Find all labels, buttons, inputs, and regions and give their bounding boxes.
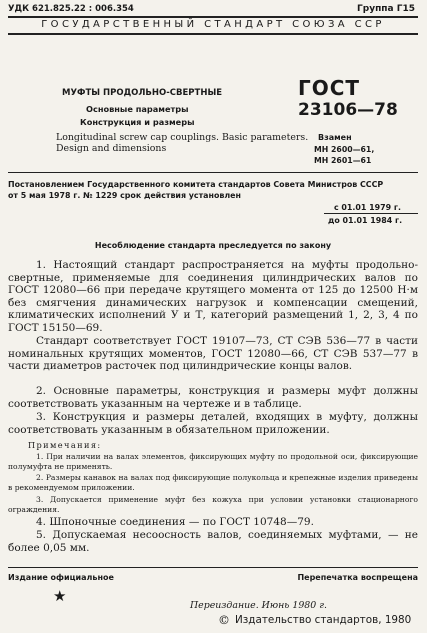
doc-title-ru: МУФТЫ ПРОДОЛЬНО-СВЕРТНЫЕ (62, 88, 223, 98)
date-rule (324, 213, 418, 214)
edition-label: Издание официальное (8, 573, 114, 582)
paragraph-6: 5. Допускаемая несоосность валов, соединяемых муфтами, — не более 0,05 мм. (8, 529, 418, 554)
gost-number: 23106—78 (298, 100, 398, 120)
note-3: 3. Допускается применение муфт без кожуха при условии установки стационарного ограждения. (8, 495, 418, 514)
footer-rule (8, 567, 418, 568)
reissue-note: Переиздание. Июнь 1980 г. (190, 600, 327, 611)
copyright-symbol: © (218, 613, 230, 627)
reprint-label: Перепечатка воспрещена (297, 573, 418, 582)
warning-text: Несоблюдение стандарта преследуется по закону (94, 241, 332, 250)
doc-title-en-2: Design and dimensions (56, 143, 167, 154)
header-rule (8, 16, 418, 18)
notes-title: Примечания: (28, 440, 102, 450)
header-rule-bottom (8, 33, 418, 35)
decree-line-2: от 5 мая 1978 г. № 1229 срок действия установлен (8, 191, 241, 200)
doc-subtitle-2: Конструкция и размеры (80, 117, 195, 127)
replace-1: МН 2600—61, (314, 145, 375, 154)
paragraph-1: 1. Настоящий стандарт распространяется на муфты продольно-свертные, применяемые для соединения цилиндрических валов по ГОСТ 12080—66 при передаче крутящего момента от 125 до 12500 Н·м без смягчения динамических нагрузок и компенсации смещений, климатических исполнений У и Т, категорий размещений 1, 2, 3, 4 по ГОСТ 15150—69. (8, 259, 418, 334)
note-2: 2. Размеры канавок на валах под фиксирующие полукольца и крепежные изделия приведены в рекомендуемом приложении. (8, 473, 418, 492)
group-code: Группа Г15 (357, 4, 415, 14)
gost-label: ГОСТ (298, 76, 361, 100)
decree-rule (8, 172, 418, 173)
decree-line-1: Постановлением Государственного комитета стандартов Совета Министров СССР (8, 180, 384, 189)
standard-title: ГОСУДАРСТВЕННЫЙ СТАНДАРТ СОЮЗА ССР (41, 19, 385, 30)
paragraph-4: 3. Конструкция и размеры деталей, входящих в муфту, должны соответствовать указанным в обязательном приложении. (8, 411, 418, 436)
doc-subtitle-1: Основные параметры (86, 104, 189, 114)
date-to: до 01.01 1984 г. (328, 216, 403, 225)
publisher: Издательство стандартов, 1980 (235, 614, 412, 626)
star-icon: ★ (53, 587, 67, 605)
paragraph-3: 2. Основные параметры, конструкция и размеры муфт должны соответствовать указанным на чертеже и в таблице. (8, 385, 418, 410)
paragraph-5: 4. Шпоночные соединения — по ГОСТ 10748—79. (36, 516, 314, 528)
replace-2: МН 2601—61 (314, 156, 372, 165)
udc-code: УДК 621.825.22 : 006.354 (8, 4, 134, 14)
paragraph-2: Стандарт соответствует ГОСТ 19107—73, СТ СЭВ 536—77 в части номинальных крутящих моментов, ГОСТ 12080—66, СТ СЭВ 537—77 в части диаметров расточек под цилиндрические концы валов. (8, 335, 418, 373)
note-1: 1. При наличии на валах элементов, фиксирующих муфту по продольной оси, фиксирующие полумуфта не применять. (8, 452, 418, 471)
replace-label: Взамен (318, 133, 352, 142)
date-from: с 01.01 1979 г. (334, 203, 401, 212)
doc-title-en-1: Longitudinal screw cap couplings. Basic parameters. (56, 132, 309, 143)
